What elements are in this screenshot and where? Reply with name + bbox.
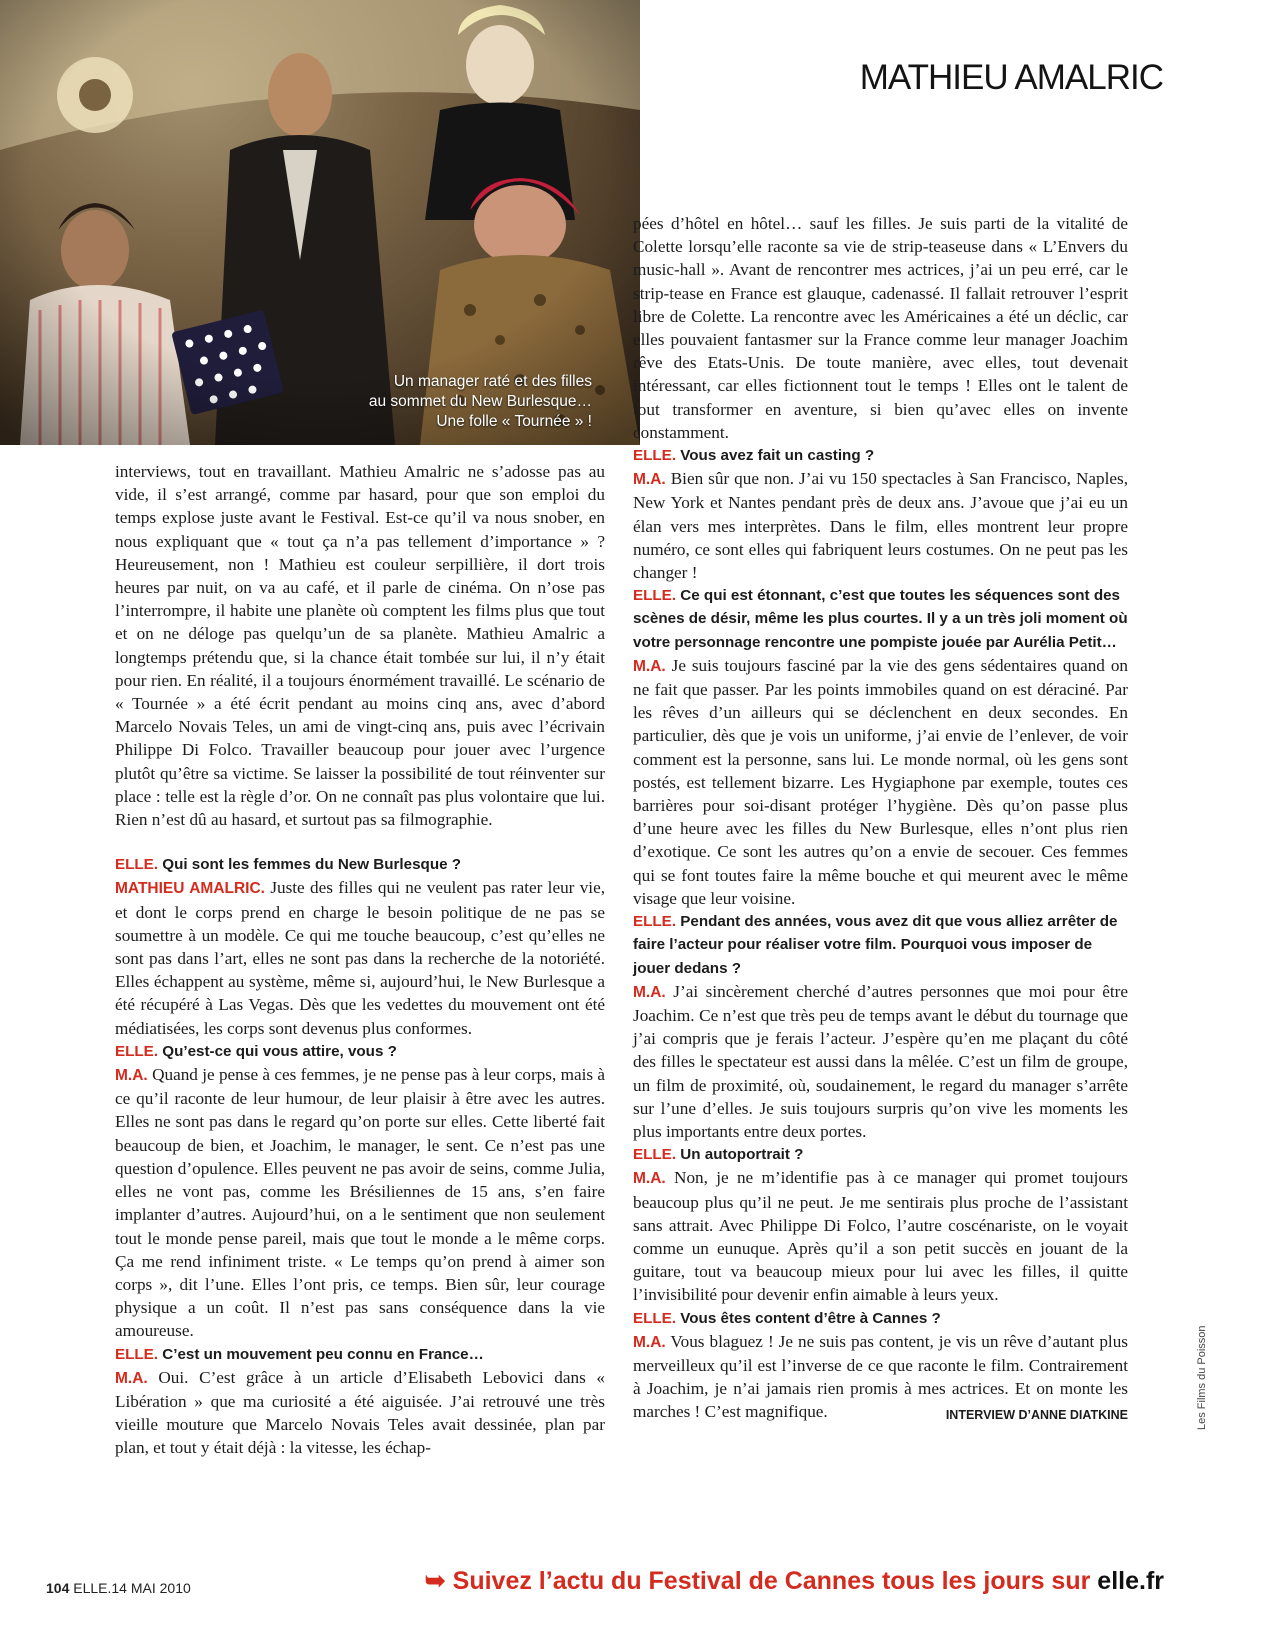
left-column xyxy=(115,460,605,1460)
magazine-issue: ELLE.14 MAI 2010 xyxy=(73,1580,191,1596)
answer: M.A. Bien sûr que non. J’ai vu 150 spectacles à San Francisco, Naples, New York et Nantes pendant près de deux ans. J’avoue que j’ai eu un élan vers mes interprètes. Dans le film, elles montrent leur propre numéro, ce sont elles qui fabriquent leurs costumes. On ne peut pas les changer ! xyxy=(633,469,1128,583)
question: ELLE. Vous êtes content d’être à Cannes ? xyxy=(633,1309,941,1327)
page-folio xyxy=(46,1580,191,1596)
answer: M.A. Je suis toujours fasciné par la vie des gens sédentaires quand on ne fait que passer. Par les points immobiles quand on est déraciné. Par les rêves d’un ailleurs qui se déclenchent en deux secondes. En particulier, dès que je vois un uniforme, j’ai envie de l’enlever, de voir comment est la personne, sans lui. Le monde normal, où les gens sont postés, est tellement bizarre. Les Hygiaphone par exemple, toutes ces barrières pour soi-disant protéger l’hygiène. Dès qu’on passe plus d’une heure avec les filles du New Burlesque, elles n’ont plus rien d’exotique. Ce sont les autres qu’on a envie de secouer. Ces femmes qui se font toutes faire la même bouche et qui meurent avec le même visage que leur voisine. xyxy=(633,655,1129,908)
question: ELLE. Un autoportrait ? xyxy=(633,1146,804,1164)
promo-banner[interactable] xyxy=(425,1566,1164,1596)
answer: M.A. Quand je pense à ces femmes, je ne pense pas à leur corps, mais à ce qu’il raconte de leur humour, de leur plaisir à être avec les autres. Elles ne sont pas dans le regard qu’on porte sur elles. Cette liberté fait beaucoup de bien, et Joachim, le manager, le sent. Ce n’est pas une question d’opulence. Elles peuvent ne pas avoir de seins, comme Julia, elles ne vont pas, comme les Brésiliennes de 15 ans, s’en faire implanter d’autres. Aujourd’hui, on a le sentiment que non seulement tout le monde pense pareil, mais que tout le monde a le même corps. Ça me rend infiniment triste. « Le temps qu’on prend à aimer son corps », dit l’une. Elles l’ont pris, ce temps. Bien sûr, leur courage physique a un coût. Il n’est pas sans conséquence dans la vie amoureuse. xyxy=(115,1065,606,1341)
interview-credit: INTERVIEW D’ANNE DIATKINE xyxy=(945,1408,1128,1423)
article-title: MATHIEU AMALRIC xyxy=(859,58,1163,97)
question: ELLE. C’est un mouvement peu connu en France… xyxy=(115,1345,484,1363)
question: ELLE. Qui sont les femmes du New Burlesque ? xyxy=(115,856,462,874)
right-column xyxy=(633,212,1128,1428)
question: ELLE. Pendant des années, vous avez dit que vous alliez arrêter de faire l’acteur pour réaliser votre film. Pourquoi vous imposer de jouer dedans ? xyxy=(633,913,1118,977)
answer: M.A. Non, je ne m’identifie pas à ce manager qui promet toujours beaucoup plus qu’il ne peut. Je me sentirais plus proche de l’assistant sans attrait. Avec Philippe Di Folco, l’autre coscénariste, on le voyait comme un eunuque. Après qu’il a son petit succès en jouant de la guitare, tout va beaucoup mieux pour lui avec les filles, il quitte l’invisibilité pour devenir enfin aimable à leurs yeux. xyxy=(633,1168,1128,1305)
continuation-paragraph: pées d’hôtel en hôtel… sauf les filles. Je suis parti de la vitalité de Colette lorsqu’elle raconte sa vie de strip-teaseuse dans « L’Envers du music-hall ». Avant de rencontrer mes actrices, j’ai un peu erré, car le strip-tease en France est glauque, cadenassé. Il fallait retrouver l’esprit libre de Colette. La rencontre avec les Américaines a été un déclic, car elles pouvaient fantasmer sur la France comme leur manager Joachim rêve des Etats-Unis. De toute manière, avec elles, tout devenait intéressant, car elles fictionnent tout le temps ! Elles ont le talent de tout transformer en aventure, si bien qu’avec elles on invente constamment. xyxy=(633,214,1128,442)
promo-text: Suivez l’actu du Festival de Cannes tous les jours sur xyxy=(452,1567,1091,1595)
hero-photo xyxy=(0,0,640,445)
question: ELLE. Vous avez fait un casting ? xyxy=(633,447,875,465)
promo-site-link[interactable]: elle.fr xyxy=(1097,1567,1164,1595)
photo-caption: Un manager raté et des filles au sommet du New Burlesque… Une folle « Tournée » ! xyxy=(368,373,592,430)
photo-credit: Les Films du Poisson xyxy=(1196,1325,1208,1430)
question: ELLE. Qu’est-ce qui vous attire, vous ? xyxy=(115,1042,397,1060)
intro-paragraph: interviews, tout en travaillant. Mathieu Amalric ne s’adosse pas au vide, il s’est arrangé, comme par hasard, pour que son emploi du temps explose juste avant le Festival. Est-ce qu’il va nous snober, en nous expliquant que « tout ça n’a pas tellement d’importance » ? Heureusement, non ! Mathieu est couleur serpillière, il dort trois heures par nuit, on va au café, et il parle de cinéma. On n’ose pas l’interrompre, il habite une planète où comptent les films plus que tout et on ne déloge pas quelqu’un de sa planète. Mathieu Amalric a longtemps prétendu que, si la chance était tombée sur lui, il n’y était pour rien. En réalité, il a toujours énormément travaillé. Le scénario de « Tournée » a été écrit pendant au moins cinq ans, avec d’abord Marcelo Novais Teles, un ami de vingt-cinq ans, puis avec l’écrivain Philippe Di Folco. Travailler beaucoup pour jouer avec l’urgence plutôt qu’être sa victime. Se laisser la possibilité de tout réinventer sur place : telle est la règle d’or. On ne connaît pas plus volontaire que lui. Rien n’est dû au hasard, et surtout pas sa filmographie. xyxy=(115,462,605,830)
answer: M.A. Vous blaguez ! Je ne suis pas content, je vis un rêve d’autant plus merveilleux qu’il est l’inverse de ce que raconte le film. Contrairement à Joachim, je n’ai jamais rien promis à mes actrices. Et on monte les marches ! C’est magnifique. INTERVIEW D’ANNE DIATKINE xyxy=(633,1330,1128,1424)
arrow-icon: ➥ xyxy=(424,1567,446,1595)
page-number: 104 xyxy=(46,1580,70,1596)
answer: MATHIEU AMALRIC. Juste des filles qui ne veulent pas rater leur vie, et dont le corps prend en charge le besoin politique de ne pas se soumettre à un modèle. Ce qui me touche beaucoup, c’est qu’elles ne sont pas dans l’art, elles ne sont pas dans la recherche de la notoriété. Elles échappent au système, même si, aujourd’hui, le New Burlesque a été récupéré à Las Vegas. Dès que les vedettes du mouvement ont été médiatisées, les corps sont devenus plus conformes. xyxy=(115,878,606,1038)
answer: M.A. J’ai sincèrement cherché d’autres personnes que moi pour être Joachim. Ce n’est que très peu de temps avant le début du tournage que j’ai compris que je ferais l’acteur. J’espère qu’en me plaçant du côté des filles le spectateur est aussi dans la mêlée. C’est un film de groupe, un film de proximité, où, soudainement, le regard du manager s’arrête sur l’une d’elles. Je suis toujours surpris qu’on vive les moments les plus importants entre deux portes. xyxy=(633,981,1129,1141)
question: ELLE. Ce qui est étonnant, c’est que toutes les séquences sont des scènes de désir, même les plus courtes. Il y a un très joli moment où votre personnage rencontre une pompiste jouée par Aurélia Petit… xyxy=(633,587,1128,651)
answer: M.A. Oui. C’est grâce à un article d’Elisabeth Lebovici dans « Libération » que ma curiosité a été aiguisée. J’ai retrouvé une très vieille mouture que Marcelo Novais Teles avait dessinée, plan par plan, et tout y était déjà : la vitesse, les échap- xyxy=(115,1367,605,1458)
